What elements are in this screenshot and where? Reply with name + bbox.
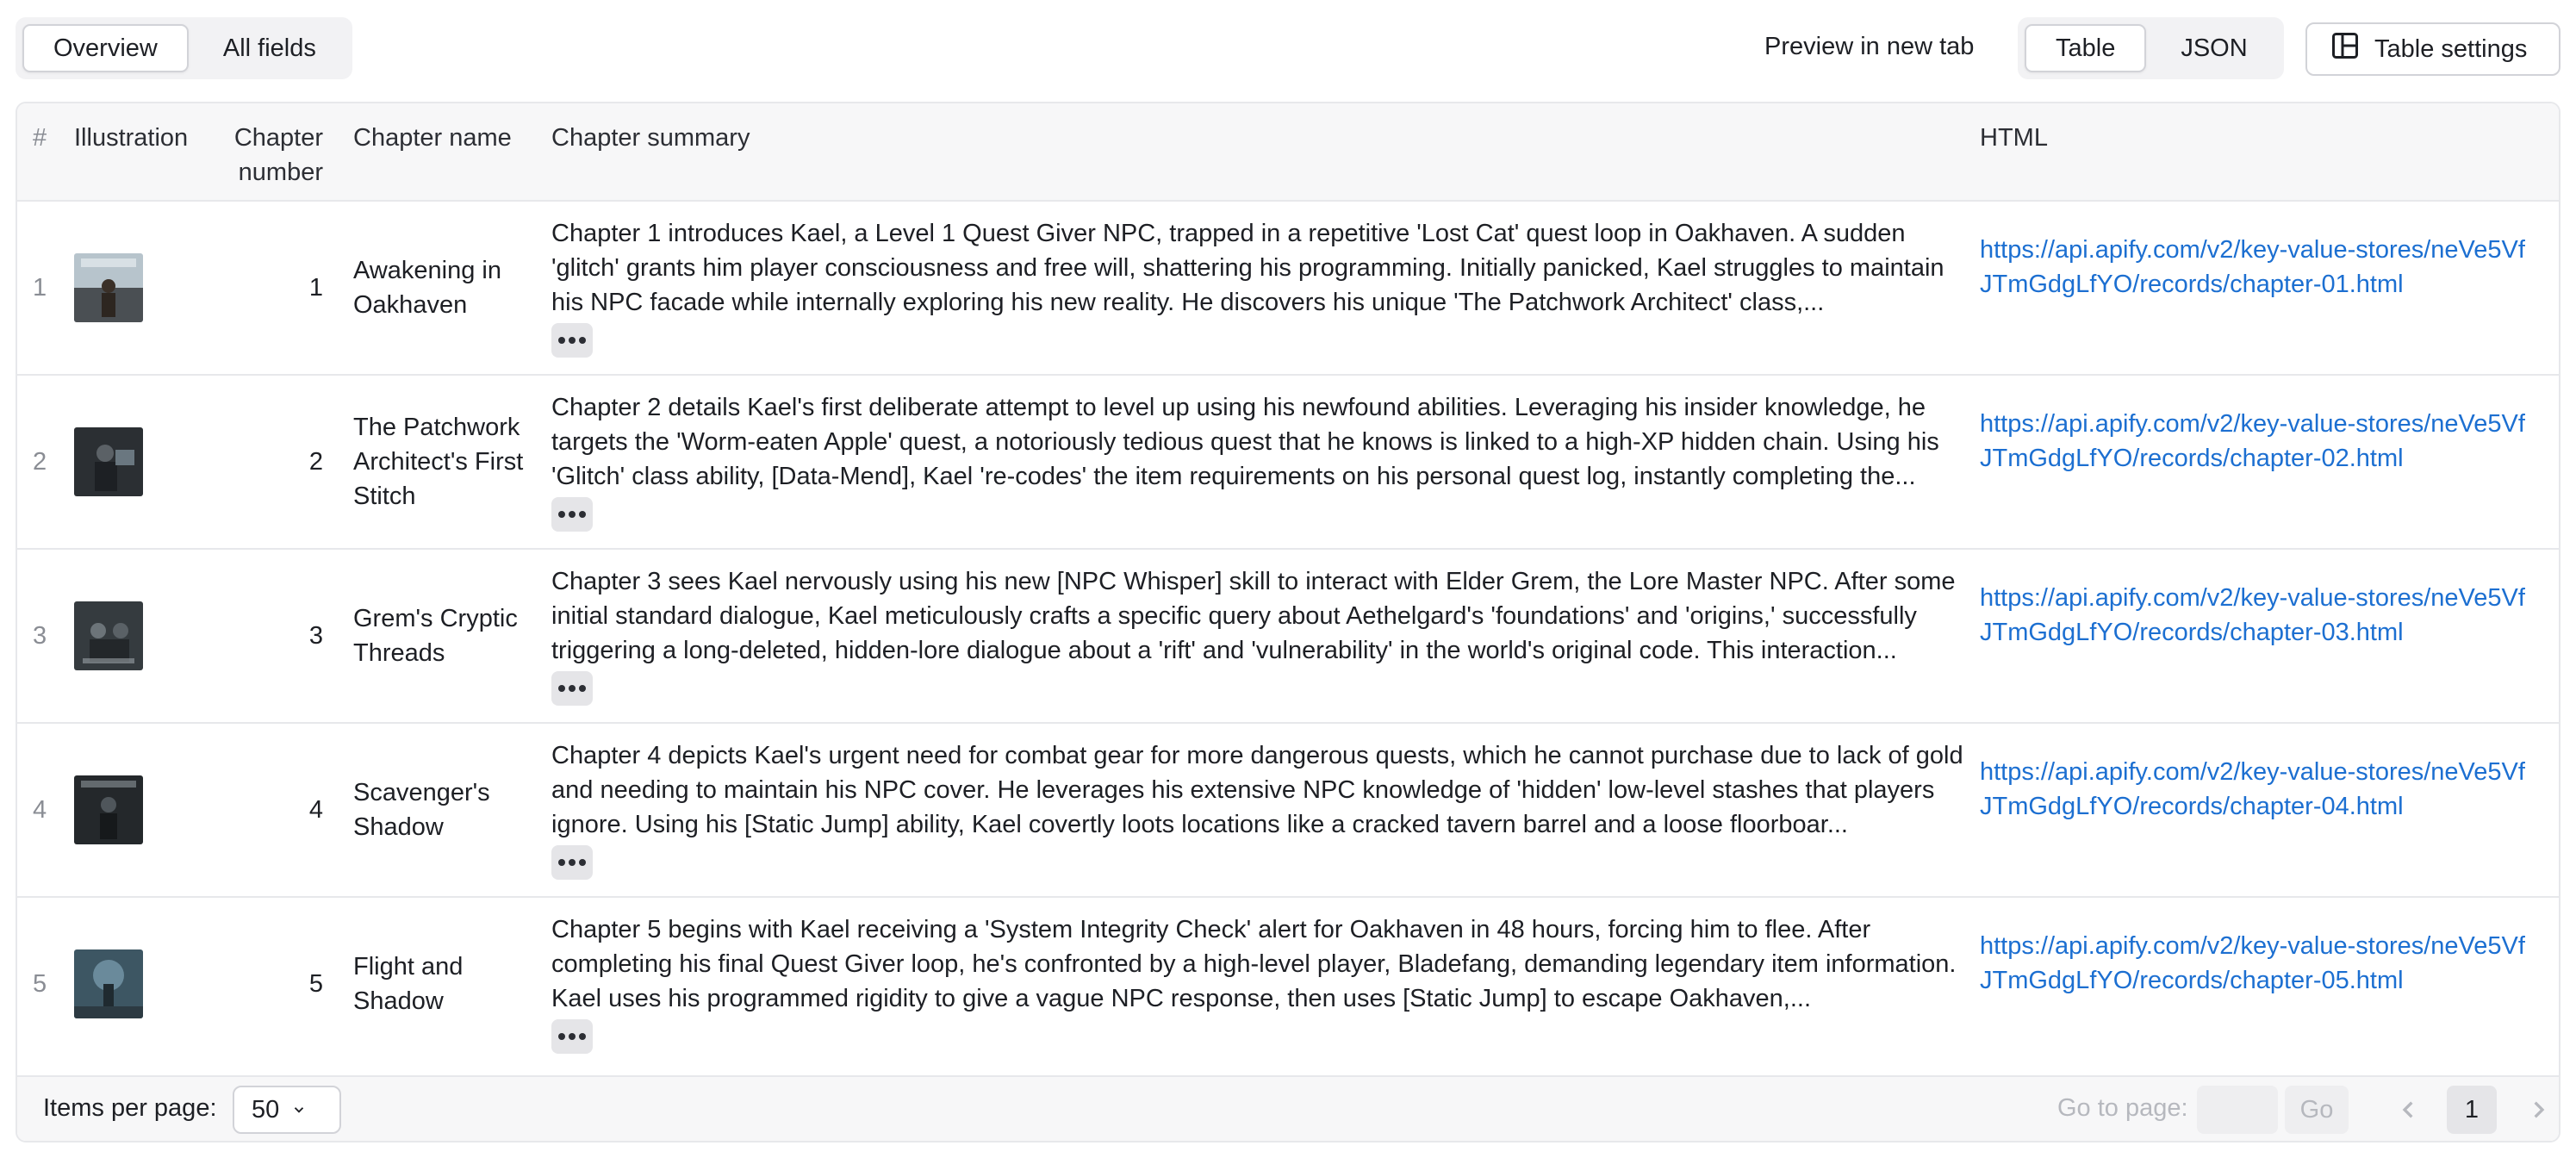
chapter-summary — [551, 390, 1973, 532]
chapter-illustration[interactable] — [74, 949, 143, 1018]
current-page-button[interactable]: 1 — [2447, 1086, 2497, 1134]
chapter-number: 5 — [308, 970, 323, 998]
expand-more-button[interactable] — [551, 497, 593, 532]
chapter-illustration[interactable] — [74, 775, 143, 844]
chapter-name: Scavenger's Shadow — [353, 779, 490, 841]
chapter-html-link[interactable]: https://api.apify.com/v2/key-value-stores/neVe5VfJTmGdgLfYO/records/chapter-03.html — [1980, 584, 2525, 646]
chapter-name: The Patchwork Architect's First Stitch — [353, 414, 524, 510]
row-index: 3 — [33, 622, 47, 650]
dataset-table — [16, 102, 2560, 1142]
chapter-summary — [551, 564, 1973, 706]
header-chapter-summary: Chapter summary — [551, 124, 750, 152]
items-per-page-select[interactable] — [233, 1086, 341, 1134]
chapter-illustration[interactable] — [74, 601, 143, 670]
chapter-illustration[interactable] — [74, 253, 143, 322]
chapter-html-link[interactable]: https://api.apify.com/v2/key-value-stores/neVe5VfJTmGdgLfYO/records/chapter-02.html — [1980, 410, 2525, 472]
table-row — [17, 898, 2559, 1077]
chapter-summary-text: Chapter 5 begins with Kael receiving a 'System Integrity Check' alert for Oakhaven in 48 hours, forcing him to flee. After completing his final Quest Giver loop, he's confronted by a high-level player, Bladefang, demanding legendary item information. Kael uses his programmed rigidity to give a vague NPC response, then uses [Static Jump] to escape Oakhaven,... — [551, 916, 1957, 1012]
chapter-number: 1 — [308, 274, 323, 302]
chapter-html-link[interactable]: https://api.apify.com/v2/key-value-stores/neVe5VfJTmGdgLfYO/records/chapter-04.html — [1980, 758, 2525, 820]
chapter-html-link[interactable]: https://api.apify.com/v2/key-value-stores/neVe5VfJTmGdgLfYO/records/chapter-05.html — [1980, 932, 2525, 994]
tab-table[interactable]: Table — [2025, 24, 2146, 72]
tab-overview[interactable]: Overview — [22, 24, 189, 72]
table-layout-icon — [2330, 30, 2361, 68]
row-index: 2 — [33, 448, 47, 476]
chapter-html-link[interactable]: https://api.apify.com/v2/key-value-stores/neVe5VfJTmGdgLfYO/records/chapter-01.html — [1980, 236, 2525, 298]
tab-all-fields[interactable]: All fields — [222, 34, 316, 62]
chapter-summary — [551, 912, 1973, 1054]
toolbar — [0, 0, 2576, 102]
pagination-bar — [17, 1077, 2559, 1142]
preview-in-new-tab-link[interactable]: Preview in new tab — [1764, 33, 1975, 60]
header-chapter-number-line2: number — [238, 159, 323, 186]
table-header — [17, 103, 2559, 202]
row-index: 4 — [33, 796, 47, 824]
table-row — [17, 550, 2559, 724]
chapter-name: Flight and Shadow — [353, 953, 464, 1015]
expand-more-button[interactable] — [551, 671, 593, 706]
go-button[interactable]: Go — [2285, 1086, 2349, 1134]
chapter-number: 3 — [308, 622, 323, 650]
expand-more-button[interactable] — [551, 845, 593, 880]
header-index: # — [33, 124, 47, 152]
chapter-summary-text: Chapter 4 depicts Kael's urgent need for combat gear for more dangerous quests, which he cannot purchase due to lack of gold and needing to maintain his NPC cover. He leverages his extensive NPC knowledge of 'hidden' low-level stashes that players ignore. Using his [Static Jump] ability, Kael covertly loots locations like a cracked tavern barrel and a loose floorboar... — [551, 742, 1963, 838]
table-row — [17, 376, 2559, 550]
previous-page-button[interactable] — [2392, 1093, 2426, 1127]
chapter-summary-text: Chapter 3 sees Kael nervously using his new [NPC Whisper] skill to interact with Elder Grem, the Lore Master NPC. After some initial standard dialogue, Kael meticulously crafts a specific query about Aethelgard's 'foundations' and 'origins,' successfully triggering a long-deleted, hidden-lore dialogue about a 'rift' and 'vulnerability' in the world's original code. This interaction... — [551, 568, 1956, 664]
header-chapter-number-line1: Chapter — [233, 124, 323, 152]
table-settings-label: Table settings — [2374, 34, 2528, 63]
chapter-number: 2 — [308, 448, 323, 476]
header-chapter-name: Chapter name — [353, 124, 512, 152]
go-to-page-input[interactable] — [2197, 1086, 2278, 1134]
tab-json[interactable]: JSON — [2181, 34, 2248, 62]
chapter-summary-text: Chapter 1 introduces Kael, a Level 1 Quest Giver NPC, trapped in a repetitive 'Lost Cat' quest loop in Oakhaven. A sudden 'glitch' grants him player consciousness and free will, shattering his programming. Initially panicked, Kael struggles to maintain his NPC facade while internally exploring his new reality. He discovers his unique 'The Patchwork Architect' class,... — [551, 220, 1944, 316]
chapter-summary — [551, 216, 1973, 358]
items-per-page-value: 50 — [252, 1095, 280, 1124]
format-toggle — [2018, 17, 2284, 79]
chapter-name: Awakening in Oakhaven — [353, 257, 501, 319]
go-to-page-label: Go to page: — [2057, 1094, 2188, 1122]
table-row — [17, 724, 2559, 898]
next-page-button[interactable] — [2521, 1093, 2555, 1127]
items-per-page-label: Items per page: — [43, 1094, 217, 1122]
header-chapter-number — [172, 121, 323, 190]
chapter-name: Grem's Cryptic Threads — [353, 605, 518, 667]
table-settings-button[interactable] — [2305, 22, 2560, 76]
chapter-summary — [551, 738, 1973, 880]
header-html: HTML — [1980, 124, 2048, 152]
chapter-illustration[interactable] — [74, 427, 143, 496]
header-illustration: Illustration — [74, 124, 189, 152]
chapter-summary-text: Chapter 2 details Kael's first deliberate attempt to level up using his newfound abilities. Leveraging his insider knowledge, he targets the 'Worm-eaten Apple' quest, a notoriously tedious quest that he knows is linked to a high-XP hidden chain. Using his 'Glitch' class ability, [Data-Mend], Kael 're-codes' the item requirements on his personal quest log, instantly completing the... — [551, 394, 1939, 490]
expand-more-button[interactable] — [551, 1019, 593, 1054]
table-row — [17, 202, 2559, 376]
row-index: 5 — [33, 970, 47, 998]
chapter-number: 4 — [308, 796, 323, 824]
expand-more-button[interactable] — [551, 323, 593, 358]
view-mode-tabs — [16, 17, 352, 79]
chevron-down-icon — [291, 1096, 307, 1124]
row-index: 1 — [33, 274, 47, 302]
